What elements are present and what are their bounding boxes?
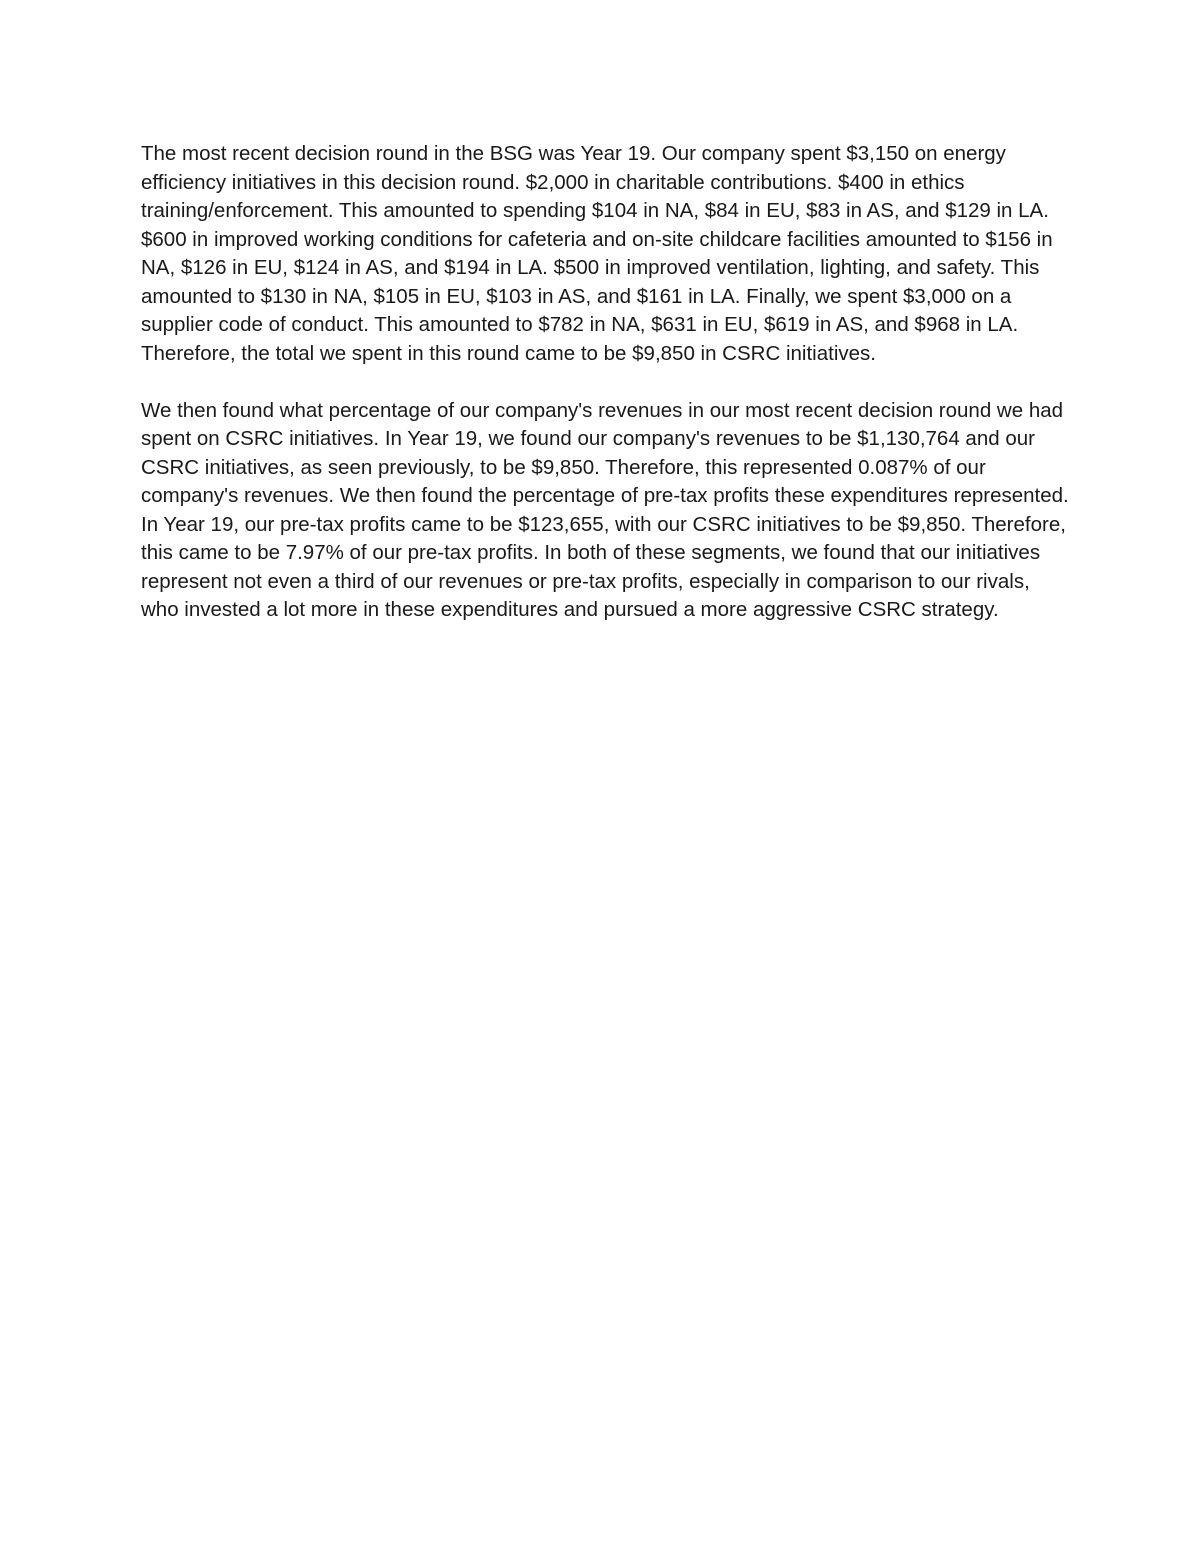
paragraph-csrc-percentages: We then found what percentage of our company's revenues in our most recent decision round we had spent on CSRC initiatives. In Year 19, we found our company's revenues to be $1,130,764 and our CSRC initiatives, as seen previously, to be $9,850. Therefore, this represented 0.087% of our company's revenues. We then found the percentage of pre-tax profits these expenditures represented. In Year 19, our pre-tax profits came to be $123,655, with our CSRC initiatives to be $9,850. Therefore, this came to be 7.97% of our pre-tax profits. In both of these segments, we found that our initiatives represent not even a third of our revenues or pre-tax profits, especially in comparison to our rivals, who invested a lot more in these expenditures and pursued a more aggressive CSRC strategy.	[141, 398, 1069, 621]
paragraph-csrc-spending: The most recent decision round in the BSG was Year 19. Our company spent $3,150 on energy efficiency initiatives in this decision round. $2,000 in charitable contributions. $400 in ethics training/enforcement. This amounted to spending $104 in NA, $84 in EU, $83 in AS, and $129 in LA. $600 in improved working conditions for cafeteria and on-site childcare facilities amounted to $156 in NA, $126 in EU, $124 in AS, and $194 in LA. $500 in improved ventilation, lighting, and safety. This amounted to $130 in NA, $105 in EU, $103 in AS, and $161 in LA. Finally, we spent $3,000 on a supplier code of conduct. This amounted to $782 in NA, $631 in EU, $619 in AS, and $968 in LA. Therefore, the total we spent in this round came to be $9,850 in CSRC initiatives.	[141, 142, 1053, 365]
document-body	[141, 140, 1071, 625]
